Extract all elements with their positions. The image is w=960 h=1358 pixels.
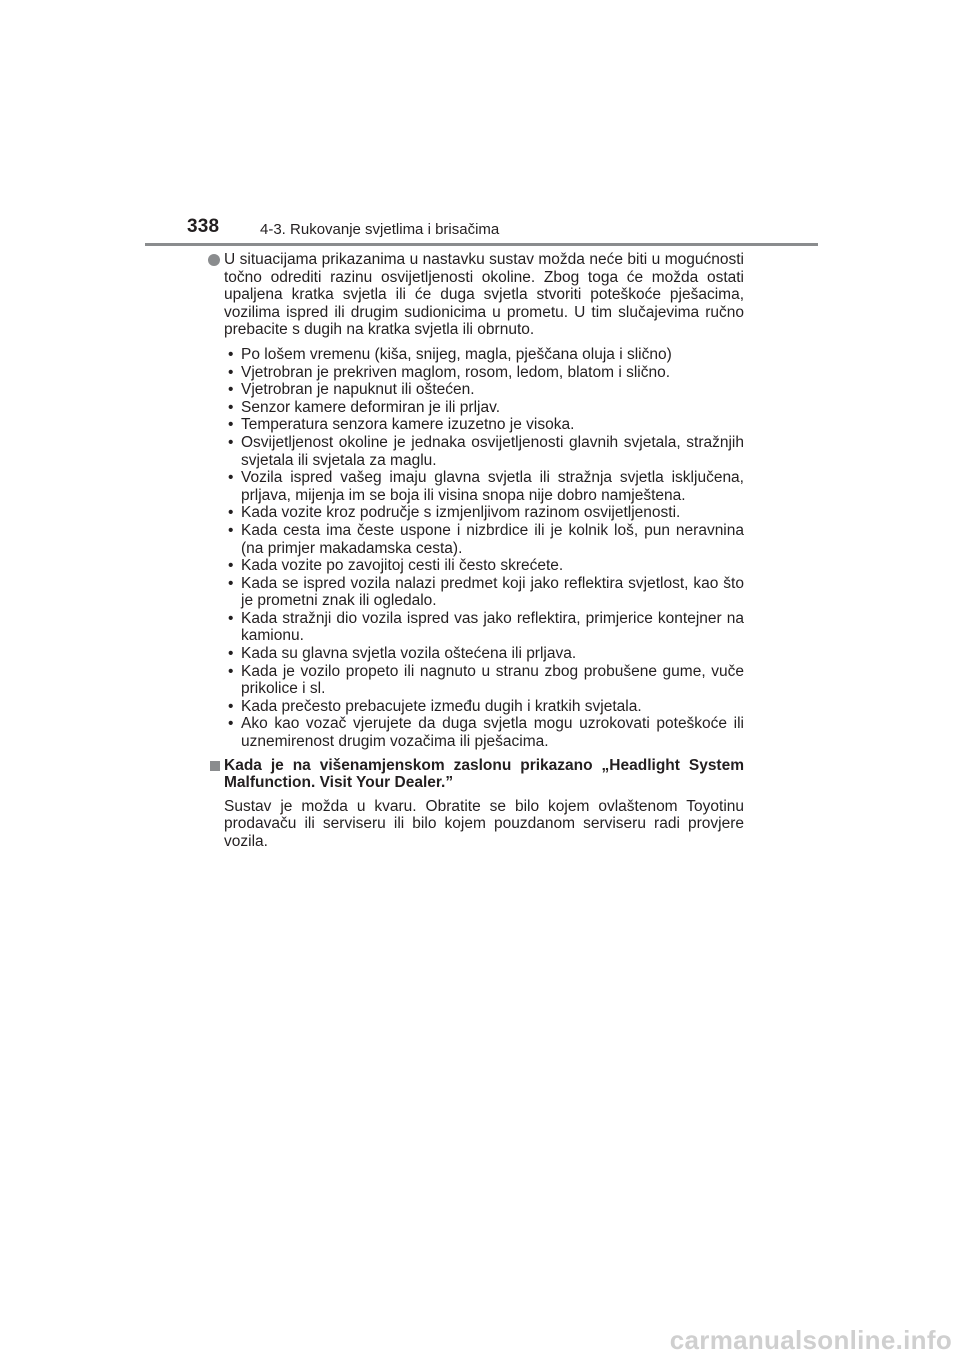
list-item — [224, 645, 744, 663]
bullet-icon: • — [228, 609, 234, 627]
header-divider — [145, 243, 818, 246]
list-item — [224, 469, 744, 504]
list-item — [224, 522, 744, 557]
bullet-icon: • — [228, 345, 234, 363]
page-header — [0, 0, 960, 250]
main-content — [224, 251, 744, 851]
list-item-text: Kada cesta ima česte uspone i nizbrdice ili je kolnik loš, pun neravnina (na primjer makadamska cesta). — [241, 521, 744, 557]
bullet-icon: • — [228, 645, 234, 663]
bullet-icon: • — [228, 363, 234, 381]
list-item-text: Vozila ispred vašeg imaju glavna svjetla ili stražnja svjetla isključena, prljava, mijenja im se boja ili visina snopa nije dobro namještena. — [241, 469, 744, 504]
list-item-text: Temperatura senzora kamere izuzetno je visoka. — [241, 416, 575, 434]
bullet-icon: • — [228, 504, 234, 522]
list-item — [224, 434, 744, 469]
list-item — [224, 557, 744, 575]
list-item-text: Vjetrobran je prekriven maglom, rosom, ledom, blatom i slično. — [241, 363, 671, 381]
bullet-icon: • — [228, 557, 234, 575]
list-item-text: Kada su glavna svjetla vozila oštećena ili prljava. — [241, 645, 577, 663]
square-bullet-icon — [210, 761, 220, 771]
bullet-icon: • — [228, 715, 234, 733]
bullet-icon: • — [228, 469, 234, 487]
intro-paragraph — [224, 251, 744, 339]
list-item — [224, 663, 744, 698]
section-heading — [224, 757, 744, 792]
bullet-icon: • — [228, 521, 234, 539]
list-item-text: Po lošem vremenu (kiša, snijeg, magla, pješčana oluja i slično) — [241, 345, 672, 363]
list-item — [224, 416, 744, 434]
list-item-text: Senzor kamere deformiran je ili prljav. — [241, 398, 501, 416]
list-item — [224, 346, 744, 364]
bullet-icon: • — [228, 398, 234, 416]
list-item — [224, 364, 744, 382]
bullet-icon: • — [228, 697, 234, 715]
bullet-icon: • — [228, 433, 234, 451]
list-item-text: Kada se ispred vozila nalazi predmet koji jako reflektira svjetlost, kao što je prometni znak ili ogledalo. — [241, 574, 744, 610]
list-item — [224, 504, 744, 522]
bullet-icon: • — [228, 381, 234, 399]
list-item — [224, 575, 744, 610]
conditions-list — [224, 346, 744, 751]
list-item-text: Vjetrobran je napuknut ili oštećen. — [241, 381, 475, 399]
list-item — [224, 381, 744, 399]
list-item-text: Osvijetljenost okoline je jednaka osvijetljenosti glavnih svjetala, stražnjih svjetala ili svjetala za maglu. — [241, 433, 744, 469]
list-item — [224, 715, 744, 750]
list-item-text: Kada vozite po zavojitoj cesti ili često skrećete. — [241, 557, 564, 575]
page-number: 338 — [187, 216, 220, 237]
section-title: 4-3. Rukovanje svjetlima i brisačima — [260, 221, 500, 238]
list-item-text: Kada stražnji dio vozila ispred vas jako reflektira, primjerice kontejner na kamionu. — [241, 609, 744, 645]
watermark: carmanualsonline.info — [669, 1325, 952, 1355]
list-item-text: Ako kao vozač vjerujete da duga svjetla mogu uzrokovati poteškoće ili uznemirenost drugim vozačima ili pješacima. — [241, 715, 744, 751]
list-item — [224, 610, 744, 645]
intro-text: U situacijama prikazanima u nastavku sustav možda neće biti u mogućnosti točno odrediti razinu osvijetljenosti okoline. Zbog toga će možda ostati upaljena kratka svjetla ili će duga svjetla stvoriti poteškoće pješacima, vozilima ispred ili drugim sudionicima u prometu. U tim slučajevima ručno prebacite s dugih na kratka svjetla ili obrnuto. — [224, 251, 744, 339]
circle-bullet-icon — [208, 254, 220, 266]
list-item — [224, 399, 744, 417]
bullet-icon: • — [228, 574, 234, 592]
bullet-icon: • — [228, 662, 234, 680]
list-item-text: Kada prečesto prebacujete između dugih i kratkih svjetala. — [241, 697, 642, 715]
list-item-text: Kada vozite kroz područje s izmjenljivom razinom osvijetljenosti. — [241, 504, 681, 522]
section-heading-text: Kada je na višenamjenskom zaslonu prikazano „Headlight System Malfunction. Visit Your Dealer.” — [224, 756, 744, 792]
list-item-text: Kada je vozilo propeto ili nagnuto u stranu zbog probušene gume, vuče prikolice i sl. — [241, 662, 744, 698]
bullet-icon: • — [228, 416, 234, 434]
list-item — [224, 698, 744, 716]
body-paragraph: Sustav je možda u kvaru. Obratite se bilo kojem ovlaštenom Toyotinu prodavaču ili serviseru ili bilo kojem pouzdanom serviseru radi provjere vozila. — [224, 797, 744, 850]
